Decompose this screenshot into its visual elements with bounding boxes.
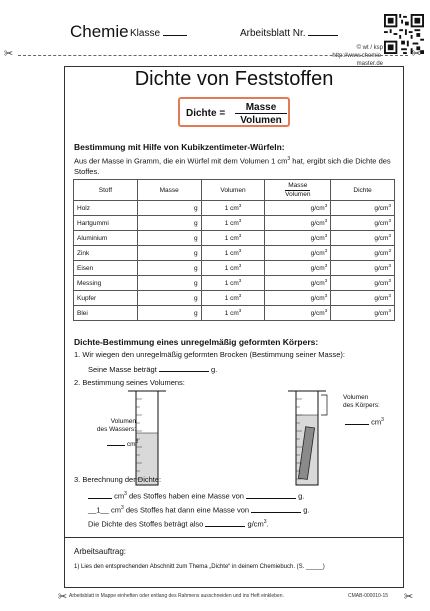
calc-line-2: __1__ $cm^3$ des Stoffes hat dann eine Masse von g.	[88, 505, 310, 515]
document-code: CMAB-000010-15	[348, 593, 389, 599]
step2-text: 2. Bestimmung seines Volumens:	[74, 378, 185, 387]
row-fraction[interactable]: $g/cm^3$	[265, 231, 331, 246]
row-volumen: 1 $cm^3$	[201, 276, 265, 291]
step1-mass: Seine Masse beträgt g.	[88, 365, 218, 374]
row-dichte[interactable]: $g/cm^3$	[331, 291, 395, 306]
row-stoff: Messing	[74, 276, 138, 291]
row-volumen: 1 $cm^3$	[201, 216, 265, 231]
row-fraction[interactable]: $g/cm^3$	[265, 276, 331, 291]
table-row	[74, 291, 395, 306]
cut-line	[18, 55, 408, 56]
row-masse[interactable]: g	[137, 291, 201, 306]
divider	[64, 537, 404, 538]
row-fraction[interactable]: $g/cm^3$	[265, 261, 331, 276]
table-row	[74, 306, 395, 321]
row-stoff: Kupfer	[74, 291, 138, 306]
scissors-icon: ✂	[4, 48, 14, 60]
step3-text: 3. Berechnung der Dichte:	[74, 475, 162, 484]
row-volumen: 1 $cm^3$	[201, 261, 265, 276]
row-dichte[interactable]: $g/cm^3$	[331, 306, 395, 321]
density-formula: Dichte = Masse Volumen	[178, 97, 290, 127]
table-row	[74, 201, 395, 216]
water-volume-label: Volumen des Wassers:	[96, 418, 136, 433]
calc-line-1: $cm^3$ des Stoffes haben eine Masse von g.	[88, 489, 304, 502]
cylinder-body-icon	[288, 391, 327, 485]
body-volume-label: Volumen des Körpers:	[343, 394, 380, 409]
row-stoff: Blei	[74, 306, 138, 321]
assignment-item-1: 1) Lies den entsprechenden Abschnitt zum Thema „Dichte“ in deinem Chemiebuch. (S. _____)	[74, 564, 325, 570]
section1-heading: Bestimmung mit Hilfe von Kubikzentimeter-Würfeln:	[74, 142, 285, 152]
copyright-note: © wt / ksp http://www.chemie-master.de	[332, 45, 383, 67]
row-masse[interactable]: g	[137, 276, 201, 291]
col-stoff: Stoff	[74, 180, 138, 201]
col-dichte: Dichte	[331, 180, 395, 201]
calc-line-3: Die Dichte des Stoffes beträgt also $g/cm^3$.	[88, 519, 269, 529]
row-volumen: 1 $cm^3$	[201, 306, 265, 321]
row-fraction[interactable]: $g/cm^3$	[265, 291, 331, 306]
row-volumen: 1 $cm^3$	[201, 246, 265, 261]
row-fraction[interactable]: $g/cm^3$	[265, 306, 331, 321]
col-fraction: $\frac{\text{Masse}}{\text{Volumen}}$	[265, 180, 331, 201]
row-masse[interactable]: g	[137, 261, 201, 276]
body-volume-field[interactable]: $cm^3$	[345, 416, 384, 427]
table-row	[74, 261, 395, 276]
assignment-heading: Arbeitsauftrag:	[74, 547, 127, 556]
row-stoff: Zink	[74, 246, 138, 261]
step1-text: 1. Wir wiegen den unregelmäßig geformten Brocken (Bestimmung seiner Masse):	[74, 350, 345, 359]
scissors-icon: ✂	[58, 591, 68, 603]
row-dichte[interactable]: $g/cm^3$	[331, 231, 395, 246]
row-dichte[interactable]: $g/cm^3$	[331, 276, 395, 291]
row-masse[interactable]: g	[137, 231, 201, 246]
scissors-icon: ✂	[404, 591, 414, 603]
row-dichte[interactable]: $g/cm^3$	[331, 261, 395, 276]
arbeitsblatt-field: Arbeitsblatt Nr.	[240, 27, 338, 39]
row-fraction[interactable]: $g/cm^3$	[265, 246, 331, 261]
mass-blank[interactable]	[159, 364, 209, 372]
row-volumen: 1 $cm^3$	[201, 291, 265, 306]
section2-heading: Dichte-Bestimmung eines unregelmäßig geformten Körpers:	[74, 337, 319, 347]
table-row	[74, 231, 395, 246]
footer-note: Arbeitsblatt in Mappe einheften oder entlang des Rahmens ausschneiden und ins Heft einkleben.	[69, 593, 284, 599]
row-fraction[interactable]: $g/cm^3$	[265, 201, 331, 216]
row-dichte[interactable]: $g/cm^3$	[331, 216, 395, 231]
row-stoff: Eisen	[74, 261, 138, 276]
density-table	[73, 179, 395, 321]
row-volumen: 1 $cm^3$	[201, 231, 265, 246]
scissors-icon: ✂	[412, 48, 422, 60]
measuring-cylinders	[128, 389, 344, 489]
row-stoff: Holz	[74, 201, 138, 216]
header	[70, 22, 370, 46]
subject-title: Chemie	[70, 22, 129, 41]
section1-intro: Aus der Masse in Gramm, die ein Würfel mit dem Volumen 1 $cm^3$ hat, ergibt sich die Dichte des Stoffes.	[74, 156, 391, 176]
table-row	[74, 276, 395, 291]
row-masse[interactable]: g	[137, 306, 201, 321]
row-dichte[interactable]: $g/cm^3$	[331, 201, 395, 216]
page-title: Dichte von Feststoffen	[134, 68, 334, 90]
row-volumen: 1 $cm^3$	[201, 201, 265, 216]
row-dichte[interactable]: $g/cm^3$	[331, 246, 395, 261]
row-fraction[interactable]: $g/cm^3$	[265, 216, 331, 231]
col-masse: Masse	[137, 180, 201, 201]
table-row	[74, 246, 395, 261]
row-masse[interactable]: g	[137, 216, 201, 231]
col-volumen: Volumen	[201, 180, 265, 201]
table-row	[74, 216, 395, 231]
water-volume-field[interactable]: $cm^3$	[107, 438, 138, 449]
row-stoff: Hartgummi	[74, 216, 138, 231]
row-masse[interactable]: g	[137, 201, 201, 216]
klasse-field: Klasse	[130, 27, 187, 39]
row-stoff: Aluminium	[74, 231, 138, 246]
row-masse[interactable]: g	[137, 246, 201, 261]
